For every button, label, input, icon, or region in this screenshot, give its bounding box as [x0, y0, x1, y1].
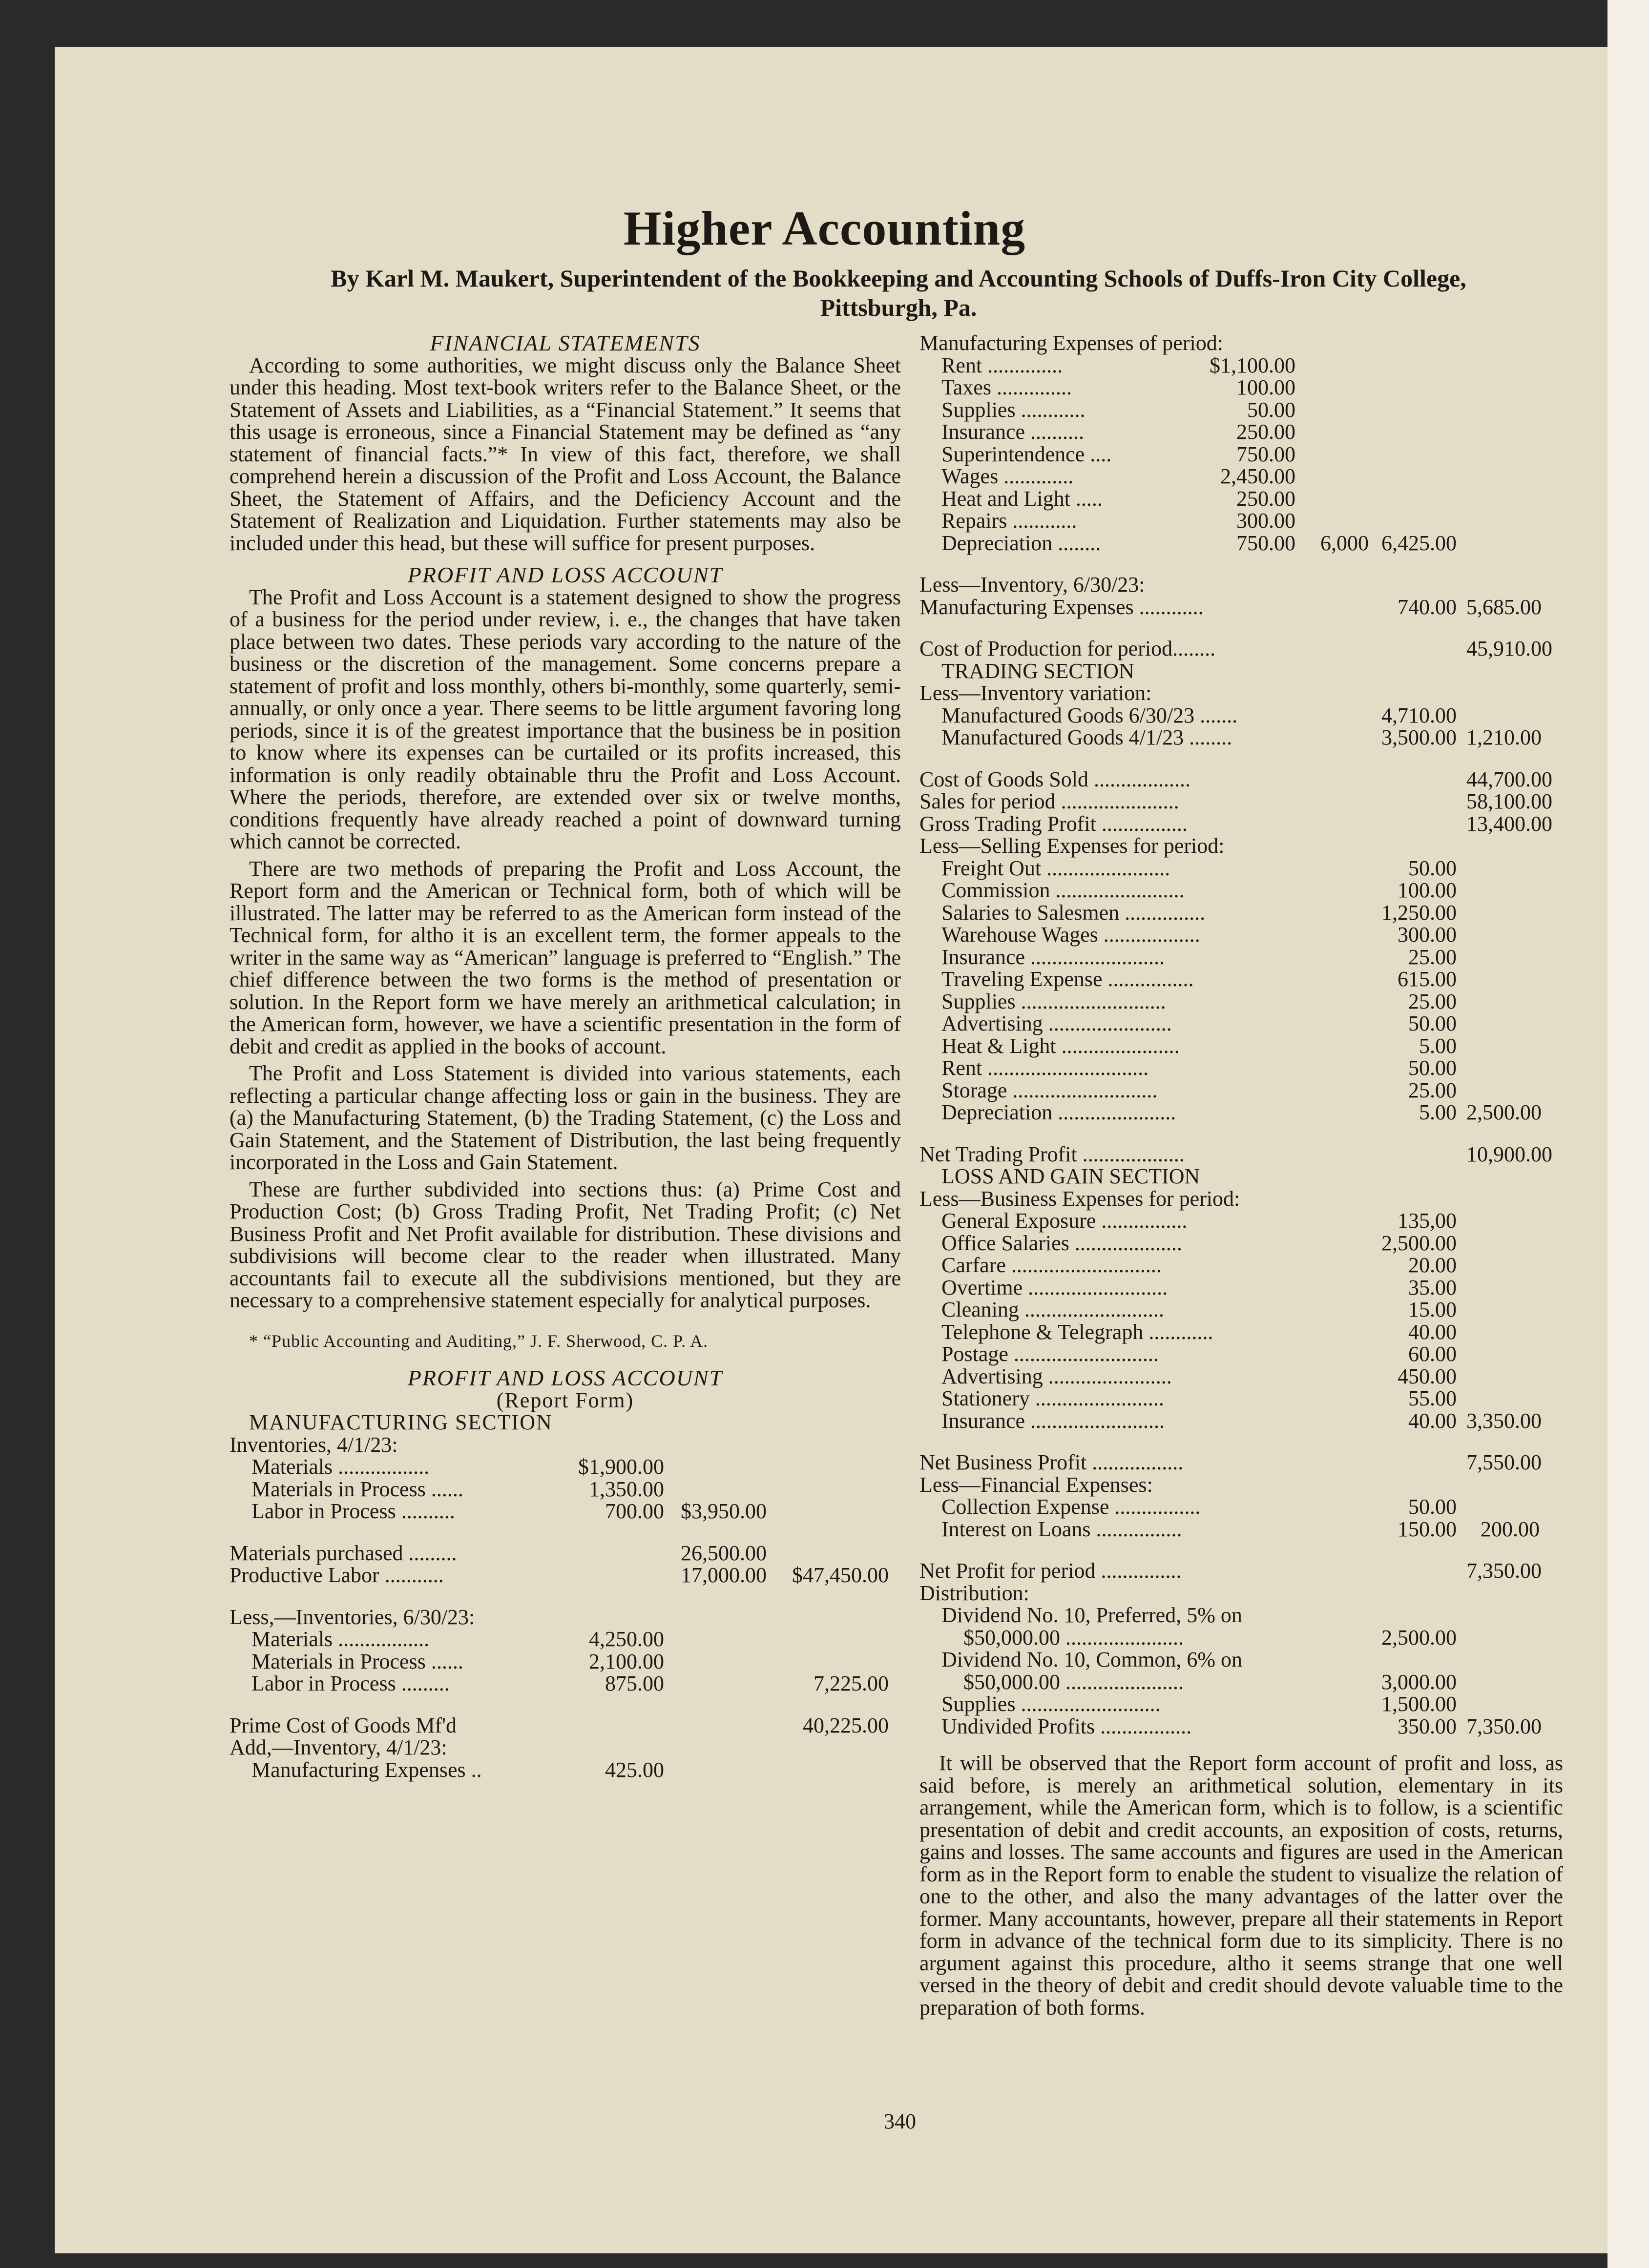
statement-row [919, 1649, 1563, 1671]
statement-row [919, 790, 1563, 813]
row-label: Insurance ......................... [941, 945, 1165, 969]
row-amount: 3,350.00 [1466, 1408, 1542, 1433]
row-amount: 50.00 [1408, 1011, 1457, 1035]
row-amount: 50.00 [1408, 1056, 1457, 1080]
row-label: Heat & Light ...................... [941, 1033, 1180, 1058]
row-label: Materials in Process ...... [251, 1477, 463, 1501]
row-amount: 44,700.00 [1466, 767, 1552, 791]
statement-row [230, 1564, 901, 1587]
row-label: Stationery ........................ [941, 1386, 1164, 1410]
row-amount: 5,685.00 [1466, 595, 1542, 619]
row-label: Less—Inventory, 6/30/23: [919, 573, 1145, 597]
statement-row [919, 332, 1563, 354]
statement-row [919, 768, 1563, 791]
statement-row [230, 1736, 901, 1759]
row-amount: 875.00 [605, 1671, 664, 1695]
row-amount: 2,100.00 [589, 1649, 664, 1673]
row-label: Manufactured Goods 4/1/23 ........ [941, 725, 1232, 749]
left-column [230, 332, 901, 1781]
row-amount: 425.00 [605, 1757, 664, 1782]
statement-row [919, 902, 1563, 924]
statement-row [919, 726, 1563, 749]
row-amount: 1,500.00 [1381, 1692, 1457, 1716]
statement-row [919, 465, 1563, 488]
row-amount: 4,710.00 [1381, 703, 1457, 727]
row-amount: 3,500.00 [1381, 725, 1457, 749]
footnote: * “Public Accounting and Auditing,” J. F. Sherwood, C. P. A. [249, 1331, 709, 1351]
row-label: $50,000.00 ...................... [963, 1670, 1184, 1694]
statement-row [919, 1188, 1563, 1210]
statement-row [919, 421, 1563, 443]
statement-row [919, 879, 1563, 902]
row-amount: 200.00 [1481, 1517, 1540, 1541]
row-amount: 40.00 [1408, 1408, 1457, 1433]
row-amount: 7,350.00 [1466, 1559, 1542, 1583]
left-statement-table [230, 1434, 901, 1781]
statement-row [919, 443, 1563, 466]
row-amount: 1,350.00 [589, 1477, 664, 1501]
statement-row [919, 1496, 1563, 1518]
statement-row [919, 1387, 1563, 1410]
row-amount: 58,100.00 [1466, 789, 1552, 813]
author-byline: By Karl M. Maukert, Superintendent of the Bookkeeping and Accounting Schools of Duffs-Iron City College, Pittsburgh, Pa. [331, 265, 1466, 321]
statement-row [919, 1410, 1563, 1432]
row-amount: 20.00 [1408, 1253, 1457, 1277]
row-amount: 2,500.00 [1466, 1100, 1542, 1124]
paragraph-1: According to some authorities, we might discuss only the Balance Sheet under this heading. Most text-book writers refer to the Balance Sheet, or the Statement of Assets and Liabilities, as a “Financial Statement.” It seems that this usage is erroneous, since a Financial Statement may be defined as “any statement of financial facts.”* In view of this fact, therefore, we shall comprehend herein a discussion of the Profit and Loss Account, the Balance Sheet, the Statement of Affairs, and the Deficiency Account and the Statement of Realization and Liquidation. Further statements may also be included under this head, but these will suffice for present purposes. [230, 353, 901, 555]
statement-row [230, 1523, 901, 1542]
statement-row [230, 1650, 901, 1673]
statement-row [230, 1542, 901, 1565]
statement-row [919, 1057, 1563, 1079]
row-label: $50,000.00 ...................... [963, 1625, 1184, 1649]
row-amount: 40.00 [1408, 1320, 1457, 1344]
row-label: Materials purchased ......... [230, 1541, 457, 1565]
row-label: Repairs ............ [941, 509, 1077, 533]
statement-row [919, 1582, 1563, 1605]
row-label: TRADING SECTION [941, 659, 1134, 683]
row-amount: 60.00 [1408, 1342, 1457, 1366]
row-label: Supplies .......................... [941, 1692, 1161, 1716]
row-amount: 6,425.00 [1381, 531, 1457, 555]
row-amount: 250.00 [1236, 420, 1295, 444]
statement-row [919, 1321, 1563, 1343]
statement-row [230, 1478, 901, 1501]
row-label: Storage ........................... [941, 1078, 1158, 1102]
row-amount: 250.00 [1236, 486, 1295, 511]
row-label: Postage ........................... [941, 1342, 1159, 1366]
row-label: Cost of Production for period........ [919, 637, 1216, 660]
statement-row [919, 1474, 1563, 1496]
statement-row [230, 1434, 901, 1456]
statement-row [919, 1143, 1563, 1166]
statement-row [919, 1518, 1563, 1541]
statement-row [230, 1672, 901, 1695]
row-amount: 1,250.00 [1381, 900, 1457, 925]
row-amount: 45,910.00 [1466, 637, 1552, 660]
row-amount: 6,000 [1320, 531, 1369, 555]
statement-row [919, 1343, 1563, 1365]
page-edge [1607, 0, 1649, 2268]
row-label: Net Profit for period ............... [919, 1559, 1182, 1583]
row-amount: 50.00 [1247, 397, 1295, 422]
row-amount: 135,00 [1398, 1209, 1457, 1233]
statement-row [919, 596, 1563, 619]
statement-row [919, 1299, 1563, 1321]
row-label: Supplies ............ [941, 397, 1085, 422]
statement-row [919, 749, 1563, 768]
statement-row [230, 1759, 901, 1781]
row-amount: 7,550.00 [1466, 1450, 1542, 1474]
row-label: Traveling Expense ................ [941, 967, 1194, 991]
row-amount: 350.00 [1398, 1714, 1457, 1738]
row-amount: 40,225.00 [803, 1713, 889, 1737]
statement-row [919, 1560, 1563, 1582]
row-label: Add,—Inventory, 4/1/23: [230, 1735, 447, 1759]
row-label: Rent .............................. [941, 1056, 1149, 1080]
row-label: Less—Selling Expenses for period: [919, 834, 1225, 858]
statement-row [919, 968, 1563, 990]
report-subtitle: (Report Form) [496, 1388, 634, 1412]
statement-row [919, 857, 1563, 880]
statement-row [919, 1365, 1563, 1388]
statement-row [919, 510, 1563, 532]
row-label: Insurance ......................... [941, 1408, 1165, 1433]
row-label: Materials ................. [251, 1455, 430, 1479]
row-amount: 7,350.00 [1466, 1714, 1542, 1738]
row-amount: 35.00 [1408, 1275, 1457, 1299]
row-amount: 50.00 [1408, 1495, 1457, 1519]
statement-row [919, 1540, 1563, 1560]
row-label: Telephone & Telegraph ............ [941, 1320, 1213, 1344]
statement-row [919, 1627, 1563, 1649]
paragraph-3: There are two methods of preparing the Profit and Loss Account, the Report form and the American or Technical form, both of which will be illustrated. The latter may be referred to as the American form instead of the Technical form, for altho it is an excellent term, the former appeals to the writer in the same way as “American” language is preferred to “English.” The chief difference between the two forms is the method of presentation or solution. In the Report form we have merely an arithmetical calculation; in the American form, however, we have a scientific presentation in the form of debit and credit as applied in the books of account. [230, 856, 901, 1058]
row-amount: 2,500.00 [1381, 1625, 1457, 1649]
row-label: Commission ........................ [941, 878, 1185, 902]
statement-row [230, 1500, 901, 1523]
row-label: Manufactured Goods 6/30/23 ....... [941, 703, 1238, 727]
row-label: Rent .............. [941, 353, 1063, 377]
closing-paragraph: It will be observed that the Report form account of profit and loss, as said before, is merely an arithmetical solution, elementary in its arrangement, while the American form, which is to follow, is a scientific presentation of debit and credit accounts, an exposition of costs, returns, gains and losses. The same accounts and figures are used in the American form as in the Report form to enable the student to visualize the relation of one to the other, and also the many advantages of the latter over the former. Many accountants, however, prepare all their statements in Report form in advance of the technical form due to its simplicity. There is no argument against this procedure, altho it seems strange that one well versed in the theory of debit and credit should devote valuable time to the preparation of both forms. [919, 1751, 1563, 2020]
statement-row [919, 924, 1563, 946]
row-label: Net Trading Profit ................... [919, 1142, 1185, 1166]
row-label: Heat and Light ..... [941, 486, 1103, 511]
row-label: Interest on Loans ................ [941, 1517, 1182, 1541]
row-label: Labor in Process .......... [251, 1499, 455, 1523]
row-label: Freight Out ....................... [941, 856, 1170, 880]
row-label: LOSS AND GAIN SECTION [941, 1164, 1200, 1188]
row-amount: 25.00 [1408, 945, 1457, 969]
statement-row [919, 1012, 1563, 1035]
statement-row [919, 354, 1563, 377]
row-amount: 5.00 [1419, 1033, 1457, 1058]
statement-row [230, 1587, 901, 1606]
statement-row [919, 1432, 1563, 1451]
statement-row [919, 638, 1563, 660]
row-label: General Exposure ................ [941, 1209, 1188, 1233]
statement-row [230, 1606, 901, 1629]
statement-row [919, 488, 1563, 510]
statement-row [919, 376, 1563, 399]
row-label: Warehouse Wages .................. [941, 923, 1200, 947]
row-amount: 1,210.00 [1466, 725, 1542, 749]
row-amount: $1,100.00 [1210, 353, 1295, 377]
row-label: Materials ................. [251, 1627, 430, 1651]
row-label: Manufacturing Expenses of period: [919, 331, 1223, 355]
row-amount: 26,500.00 [681, 1541, 767, 1565]
row-amount: 150.00 [1398, 1517, 1457, 1541]
row-label: Dividend No. 10, Preferred, 5% on [941, 1603, 1242, 1627]
manufacturing-section-heading: MANUFACTURING SECTION [249, 1410, 553, 1434]
row-amount: 700.00 [605, 1499, 664, 1523]
row-amount: 3,000.00 [1381, 1670, 1457, 1694]
row-label: Cleaning .......................... [941, 1298, 1164, 1321]
row-label: Insurance .......... [941, 420, 1085, 444]
statement-row [230, 1695, 901, 1714]
row-label: Productive Labor ........... [230, 1563, 444, 1587]
right-column [919, 332, 1563, 2019]
section-heading-pl: PROFIT AND LOSS ACCOUNT [407, 562, 723, 587]
statement-row [919, 1210, 1563, 1232]
statement-row [919, 1715, 1563, 1738]
statement-row [919, 1254, 1563, 1277]
row-amount: 740.00 [1398, 595, 1457, 619]
statement-row [919, 1101, 1563, 1124]
row-label: Net Business Profit ................. [919, 1450, 1184, 1474]
statement-row [919, 1604, 1563, 1627]
row-amount: 7,225.00 [814, 1671, 889, 1695]
statement-row [919, 682, 1563, 704]
statement-row [919, 946, 1563, 969]
row-amount: 50.00 [1408, 856, 1457, 880]
report-title: PROFIT AND LOSS ACCOUNT [407, 1365, 723, 1390]
statement-row [230, 1714, 901, 1737]
row-amount: $1,900.00 [578, 1455, 664, 1479]
row-amount: 25.00 [1408, 1078, 1457, 1102]
row-label: Less—Inventory variation: [919, 681, 1152, 705]
statement-row [230, 1456, 901, 1478]
row-amount: 615.00 [1398, 967, 1457, 991]
statement-row [919, 835, 1563, 857]
row-label: Materials in Process ...... [251, 1649, 463, 1673]
statement-row [919, 1124, 1563, 1143]
row-label: Dividend No. 10, Common, 6% on [941, 1648, 1242, 1671]
row-amount: 450.00 [1398, 1364, 1457, 1388]
row-label: Distribution: [919, 1581, 1029, 1605]
row-label: Office Salaries .................... [941, 1231, 1182, 1255]
row-amount: 55.00 [1408, 1386, 1457, 1410]
statement-row [919, 1693, 1563, 1715]
row-label: Less—Business Expenses for period: [919, 1186, 1240, 1211]
row-label: Advertising ....................... [941, 1364, 1172, 1388]
statement-row [919, 532, 1563, 555]
row-label: Supplies ........................... [941, 989, 1166, 1013]
row-label: Salaries to Salesmen ............... [941, 900, 1206, 925]
statement-row [919, 1165, 1563, 1188]
row-label: Less—Financial Expenses: [919, 1472, 1153, 1497]
row-label: Undivided Profits ................. [941, 1714, 1192, 1738]
row-amount: 15.00 [1408, 1298, 1457, 1321]
row-label: Superintendence .... [941, 442, 1112, 466]
statement-row [919, 1232, 1563, 1255]
row-label: Inventories, 4/1/23: [230, 1432, 398, 1457]
statement-row [919, 660, 1563, 682]
paragraph-5: These are further subdivided into sections thus: (a) Prime Cost and Production Cost; (b) Gross Trading Profit, Net Trading Profit; (c) Net Business Profit and Net Profit available for distribution. These divisions and subdivisions will become clear to the reader when illustrated. Many accountants fail to execute all the subdivisions mentioned, but they are necessary to a comprehensive statement especially for analytical purposes. [230, 1177, 901, 1312]
statement-row [919, 399, 1563, 421]
section-heading-financial: FINANCIAL STATEMENTS [430, 330, 701, 355]
row-amount: 10,900.00 [1466, 1142, 1552, 1166]
row-label: Wages ............. [941, 464, 1074, 488]
row-label: Prime Cost of Goods Mf'd [230, 1713, 457, 1737]
statement-row [919, 574, 1563, 596]
row-label: Less,—Inventories, 6/30/23: [230, 1605, 475, 1629]
row-amount: 100.00 [1398, 878, 1457, 902]
row-amount: 13,400.00 [1466, 811, 1552, 836]
row-amount: 100.00 [1236, 375, 1295, 399]
row-label: Collection Expense ................ [941, 1495, 1201, 1519]
row-label: Taxes .............. [941, 375, 1072, 399]
statement-row [919, 618, 1563, 638]
row-amount: 17,000.00 [681, 1563, 767, 1587]
row-amount: 2,450.00 [1220, 464, 1295, 488]
statement-row [919, 1671, 1563, 1693]
paragraph-2: The Profit and Loss Account is a statement designed to show the progress of a business for the period under review, i. e., the changes that have taken place between two dates. These periods vary according to the nature of the business or the discretion of the management. Some concerns prepare a statement of profit and loss monthly, others bi-monthly, some quarterly, semi-annually, or only once a year. There seems to be little argument favoring long periods, since it is of the greatest importance that the business be in position to know where its expenses can be curtailed or its profits increased, this information is only readily obtainable thru the Profit and Loss Account. Where the periods, therefore, are extended over six or twelve months, conditions frequently have already reached a point of downward turning which cannot be corrected. [230, 585, 901, 853]
row-amount: 4,250.00 [589, 1627, 664, 1651]
statement-row [919, 1277, 1563, 1299]
row-amount: 300.00 [1236, 509, 1295, 533]
row-amount: 25.00 [1408, 989, 1457, 1013]
page-number: 340 [884, 2109, 916, 2133]
row-label: Depreciation ........ [941, 531, 1101, 555]
row-amount: 750.00 [1236, 531, 1295, 555]
row-label: Manufacturing Expenses ............ [919, 595, 1204, 619]
statement-row [919, 813, 1563, 835]
right-statement-table [919, 332, 1563, 1737]
row-label: Cost of Goods Sold .................. [919, 767, 1190, 791]
row-amount: $3,950.00 [681, 1499, 767, 1523]
row-amount: 2,500.00 [1381, 1231, 1457, 1255]
article-title: Higher Accounting [623, 201, 1026, 255]
row-label: Depreciation ...................... [941, 1100, 1176, 1124]
row-label: Carfare ............................ [941, 1253, 1162, 1277]
statement-row [919, 1451, 1563, 1474]
statement-row [230, 1628, 901, 1650]
statement-row [919, 990, 1563, 1013]
row-label: Gross Trading Profit ................ [919, 811, 1188, 836]
row-amount: 300.00 [1398, 923, 1457, 947]
row-label: Sales for period ...................... [919, 789, 1179, 813]
statement-row [919, 554, 1563, 574]
paragraph-4: The Profit and Loss Statement is divided into various statements, each reflecting a particular change affecting loss or gain in the business. They are (a) the Manufacturing Statement, (b) the Trading Statement, (c) the Loss and Gain Statement, and the Statement of Distribution, the last being frequently incorporated in the Loss and Gain Statement. [230, 1061, 901, 1174]
statement-row [919, 1035, 1563, 1057]
row-label: Overtime .......................... [941, 1275, 1168, 1299]
row-amount: $47,450.00 [792, 1563, 889, 1587]
statement-row [919, 1079, 1563, 1102]
statement-row [919, 704, 1563, 727]
row-label: Advertising ....................... [941, 1011, 1172, 1035]
row-label: Labor in Process ......... [251, 1671, 450, 1695]
row-amount: 5.00 [1419, 1100, 1457, 1124]
row-label: Manufacturing Expenses .. [251, 1757, 482, 1782]
row-amount: 750.00 [1236, 442, 1295, 466]
